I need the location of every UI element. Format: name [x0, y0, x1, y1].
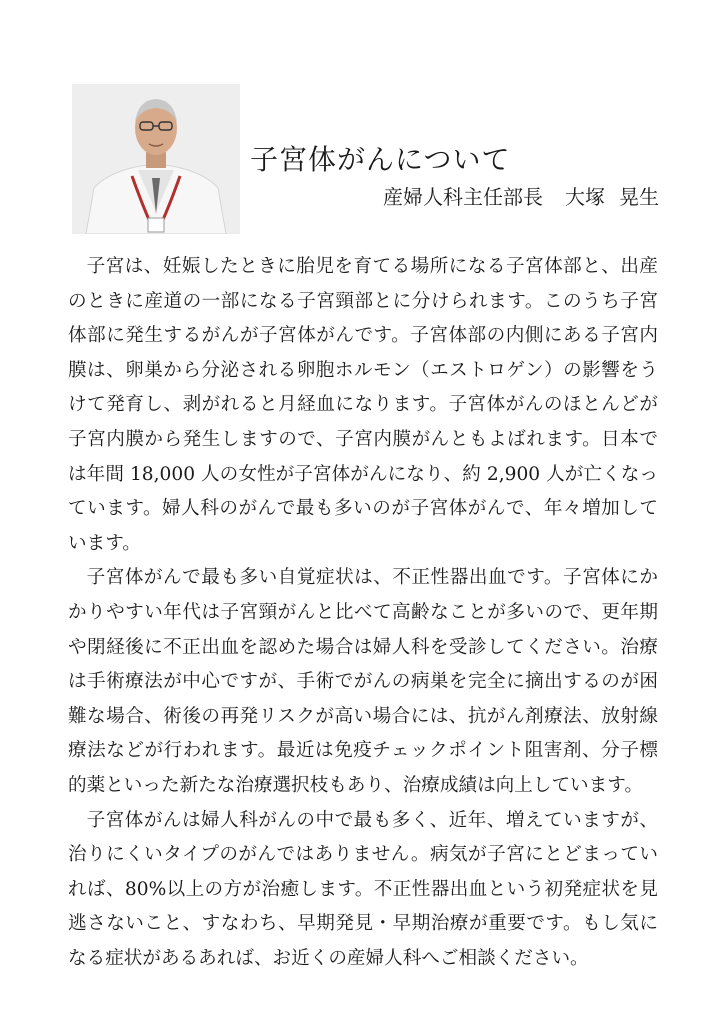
author-photo	[72, 84, 240, 234]
article-title: 子宮体がんについて	[250, 143, 511, 176]
author-department: 産婦人科主任部長	[383, 185, 543, 209]
author-given-name: 晃生	[619, 185, 659, 209]
paragraph-overview: 子宮は、妊娠したときに胎児を育てる場所になる子宮体部と、出産のときに産道の一部になる子宮頸部とに分けられます。このうち子宮体部に発生するがんが子宮体がんです。子宮体部の内側にある子宮内膜は、卵巣から分泌される卵胞ホルモン（エストロゲン）の影響をうけて発育し、剥がれると月経血になります。子宮体がんのほとんどが子宮内膜から発生しますので、子宮内膜がんともよばれます。日本では年間 18,000 人の女性が子宮体がんになり、約 2,900 人が亡くなっています。婦人科のがんで最も多いのが子宮体がんで、年々増加しています。	[68, 256, 658, 554]
paragraph-symptoms-treatment: 子宮体がんで最も多い自覚症状は、不正性器出血です。子宮体にかかりやすい年代は子宮頸がんと比べて高齢なことが多いので、更年期や閉経後に不正出血を認めた場合は婦人科を受診してください。治療は手術療法が中心ですが、手術でがんの病巣を完全に摘出するのが困難な場合、術後の再発リスクが高い場合には、抗がん剤療法、放射線療法などが行われます。最近は免疫チェックポイント阻害剤、分子標的薬といった新たな治療選択枝もあり、治療成績は向上しています。	[68, 567, 658, 796]
article-body	[68, 250, 658, 976]
paragraph-prognosis: 子宮体がんは婦人科がんの中で最も多く、近年、増えていますが、治りにくいタイプのがんではありません。病気が子宮にとどまっていれば、80%以上の方が治癒します。不正性器出血という初発症状を見逃さないこと、すなわち、早期発見・早期治療が重要です。もし気になる症状があるあれば、お近くの産婦人科へご相談ください。	[68, 809, 658, 969]
author-line	[383, 181, 659, 210]
author-family-name: 大塚	[565, 185, 605, 209]
